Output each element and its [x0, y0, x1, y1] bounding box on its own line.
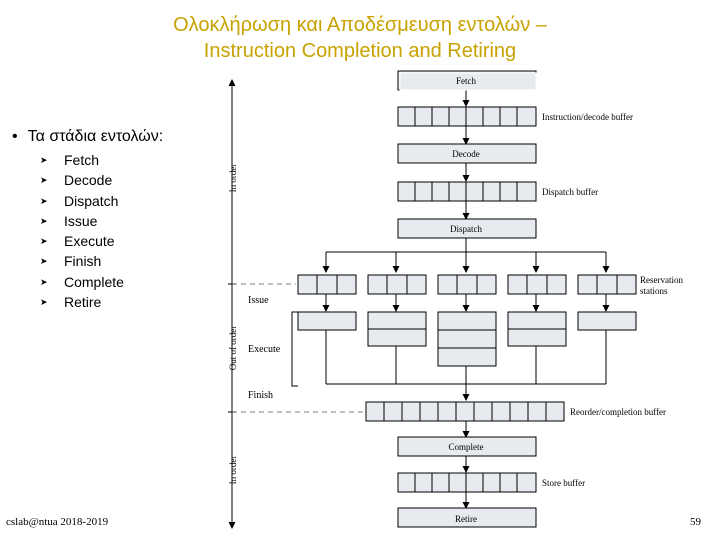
instruction-decode-buffer-label: Instruction/decode buffer [542, 112, 634, 122]
stage-label: Fetch [64, 152, 100, 168]
decode-label: Decode [452, 149, 480, 159]
reservation-stations [298, 275, 636, 294]
dispatch-buffer [398, 182, 536, 201]
reservation-label-line-2: stations [640, 286, 668, 296]
stage-label: Decode [64, 172, 113, 189]
execute-bracket [292, 312, 298, 386]
dispatch-buffer-label: Dispatch buffer [542, 187, 599, 197]
out-of-order-label: Out of order [228, 325, 238, 371]
arrow-bullet-icon: ➤ [40, 215, 48, 226]
complete-box [398, 437, 536, 456]
arrow-bullet-icon: ➤ [40, 256, 48, 267]
arrow-bullet-icon: ➤ [40, 236, 48, 247]
stage-label: Execute [64, 233, 115, 250]
store-buffer-label: Store buffer [542, 478, 586, 488]
complete-label: Complete [448, 442, 484, 452]
dispatch-box [398, 219, 536, 238]
execution-units [298, 312, 636, 366]
reservation-label-line-1: Reservation [640, 275, 683, 285]
reorder-completion-buffer [366, 402, 564, 421]
arrow-bullet-icon: ➤ [40, 297, 48, 308]
reorder-buffer-label: Reorder/completion buffer [570, 407, 667, 417]
store-buffer [398, 473, 536, 492]
fetch-label: Fetch [456, 76, 476, 86]
arrow-bullet-icon: ➤ [40, 175, 48, 186]
arrow-bullet-icon: ➤ [40, 276, 48, 287]
stage-label: Finish [64, 253, 102, 270]
stage-label: Retire [64, 294, 102, 311]
instruction-decode-buffer [398, 107, 536, 126]
in-order-label-bottom: In order [228, 455, 238, 485]
arrow-bullet-icon: ➤ [40, 155, 48, 165]
title-line-2: Instruction Completion and Retiring [203, 40, 517, 62]
retire-box [398, 508, 536, 527]
arrow-bullet-icon: ➤ [40, 195, 48, 206]
page-number: 59 [690, 516, 701, 528]
dispatch-label: Dispatch [450, 224, 482, 234]
decode-box [398, 144, 536, 163]
in-order-label-top: In order [228, 163, 238, 193]
issue-label: Issue [248, 295, 269, 306]
finish-label: Finish [248, 390, 274, 401]
execute-label: Execute [248, 344, 281, 355]
footer-credit: cslab@ntua 2018-2019 [6, 516, 109, 528]
stage-label: Dispatch [64, 192, 119, 209]
fetch-box [398, 71, 536, 90]
stage-label: Complete [64, 273, 124, 290]
stage-label: Issue [64, 212, 98, 229]
retire-label: Retire [455, 514, 477, 524]
bullet-heading-text: Τα στάδια εντολών: [27, 128, 164, 145]
bullet-dot-icon: • [12, 128, 18, 145]
title-line-1: Ολοκλήρωση και Αποδέσμευση εντολών – [173, 14, 547, 36]
